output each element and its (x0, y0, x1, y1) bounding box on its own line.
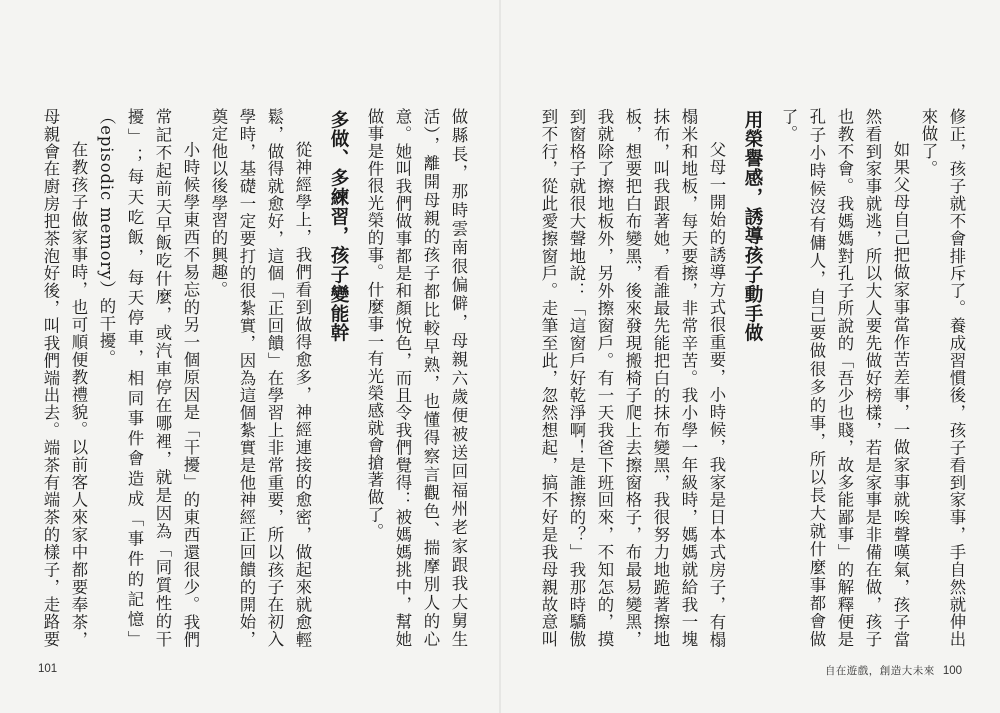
section-heading: 用榮譽感，誘導孩子動手做 (742, 110, 763, 343)
paragraph: 修正，孩子就不會排斥了。養成習慣後，孩子看到家事，手自然就伸出來做了。 (919, 108, 966, 648)
paragraph: 小時候學東西不易忘的另一個原因是「干擾」的東西還很少。我們常記不起前天早飯吃什麼，或汽車停在哪裡，就是因為「同質性的干擾」；每天吃飯，每天停車，相同事件會造成「事件的記憶」（episodic memory）的干擾。 (97, 108, 200, 648)
paragraph: 做縣長，那時雲南很偏僻，母親六歲便被送回福州老家跟我大舅生活），離開母親的孩子都比較早熟，也懂得察言觀色、揣摩別人的心意。她叫我們做事都是和顏悅色，而且令我們覺得：被媽媽挑中，幫她做事是件很光榮的事。什麼事一有光榮感就會搶著做了。 (365, 108, 468, 648)
right-page (500, 0, 1000, 713)
paragraph: 如果父母自己把做家事當作苦差事，一做家事就唉聲嘆氣，孩子當然看到家事就逃，所以大人要先做好榜樣，若是家事是非備在做，孩子也教不會。我媽媽對孔子所說的「吾少也賤，故多能鄙事」的解釋便是孔子小時候沒有傭人，自己要做很多的事，所以長大就什麼事都會做了。 (779, 108, 910, 648)
left-text-column (36, 108, 472, 648)
page-footer (825, 663, 962, 678)
section-heading: 多做、多練習，孩子變能幹 (328, 110, 349, 343)
running-head: 自在遊戲，創造大未來 (824, 665, 935, 677)
page-number: 100 (942, 665, 962, 677)
paragraph: 在教孩子做家事時，也可順便教禮貌。以前客人來家中都要奉茶，母親會在廚房把茶泡好後，叫我們端出去。端茶有端茶的樣子，走路要 (41, 108, 88, 648)
paragraph: 從神經學上，我們看到做得愈多，神經連接的愈密，做起來就愈輕鬆，做得就愈好，這個「正回饋」在學習上非常重要，所以孩子在初入學時，基礎一定要打的很紮實，因為這個紮實是他神經正回饋的開始，奠定他以後學習的興趣。 (209, 108, 312, 648)
page-number: 101 (38, 663, 58, 675)
right-text-column (534, 108, 970, 648)
paragraph: 父母一開始的誘導方式很重要，小時候，我家是日本式房子，有榻榻米和地板，每天要擦，非常辛苦。我小學一年級時，媽媽就給我一塊抹布，叫我跟著她，看誰最先能把白的抹布變黑，我很努力地跪著擦地板，想要把白布變黑，後來發現搬椅子爬上去擦窗格子，布最易變黑，我就除了擦地板外，另外擦窗戶。有一天我爸下班回來，不知怎的，摸到窗格子就很大聲地說：「這窗戶好乾淨啊！是誰擦的？」我那時驕傲到不行，從此愛擦窗戶。走筆至此，忽然想起，搞不好是我母親故意叫 (539, 108, 726, 648)
